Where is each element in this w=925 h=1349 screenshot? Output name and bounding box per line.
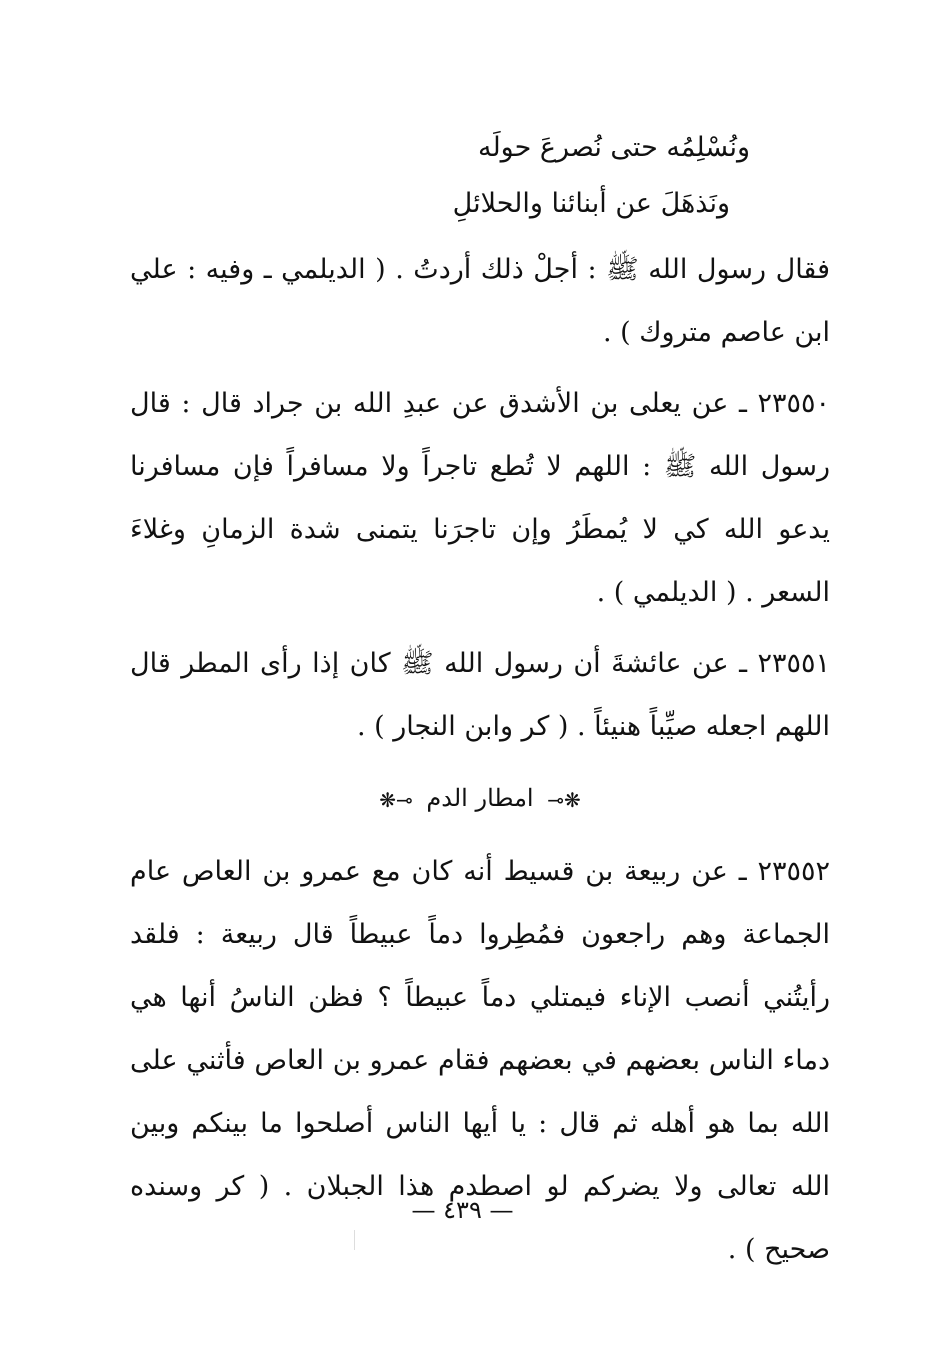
paragraph-23551: ٢٣٥٥١ ـ عن عائشةَ أن رسول الله ﷺ كان إذا رأى المطر قال اللهم اجعله صيِّباً هنيئاً . ( كر وابن النجار ) .	[130, 648, 830, 742]
section-heading	[130, 768, 830, 828]
poem-line-1: ونُسْلِمُه حتى نُصرعَ حولَه	[477, 132, 750, 163]
scan-mark	[354, 1230, 355, 1250]
paragraph-23550: ٢٣٥٥٠ ـ عن يعلى بن الأشدق عن عبدِ الله بن جراد قال : قال رسول الله ﷺ : اللهم لا تُطع تاجراً ولا مسافراً فإن مسافرنا يدعو الله كي لا يُمطَرُ وإن تاجرَنا يتمنى شدة الزمانِ وغلاءَ السعر . ( الديلمي ) .	[130, 388, 830, 608]
section-heading-title: امطار الدم	[426, 784, 534, 812]
page-body	[130, 120, 830, 1281]
page-number: — ٤٣٩ —	[411, 1196, 514, 1224]
ornament-right-icon: ❋⟜	[547, 787, 581, 812]
ornament-left-icon: ⊸❋	[379, 787, 413, 812]
paragraph-23552: ٢٣٥٥٢ ـ عن ربيعة بن قسيط أنه كان مع عمرو بن العاص عام الجماعة وهم راجعون فمُطِروا دماً عبيطاً قال ربيعة : فلقد رأيتُني أنصب الإناء فيمتلي دماً عبيطاً ؟ فظن الناسُ أنها هي دماء الناس بعضهم في بعضهم فقام عمرو بن العاص فأثني على الله بما هو أهله ثم قال : يا أيها الناس أصلحوا ما بينكم وبين الله تعالى ولا يضركم لو اصطدم هذا الجبلان . ( كر وسنده صحيح ) .	[130, 856, 830, 1265]
paragraph-1: فقال رسول الله ﷺ : أجلْ ذلك أردتُ . ( الديلمي ـ وفيه : علي ابن عاصم متروك ) .	[130, 254, 830, 348]
poem-line-2: ونَذهَلَ عن أبنائنا والحلائلِ	[452, 188, 730, 219]
